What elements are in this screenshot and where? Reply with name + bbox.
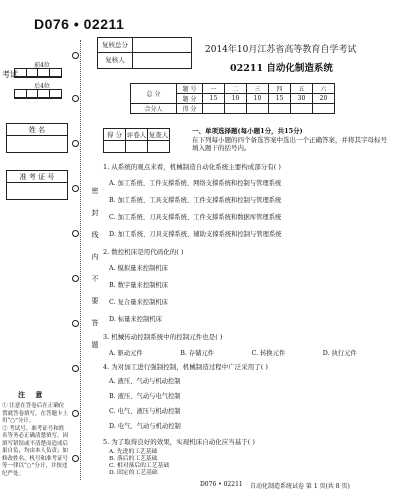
option[interactable]: D. 标量来控制机床 [109, 316, 162, 323]
option[interactable]: B. 数字量来控制机床 [109, 282, 169, 289]
binding-char: 密 [91, 187, 99, 195]
col-header: 三 [247, 84, 269, 94]
option[interactable]: B. 加工系统、工具支撑系统、工件支撑系统和控制与管理系统 [109, 197, 282, 204]
prefix-label-front: 前4位 [34, 62, 50, 69]
option-row [109, 348, 394, 357]
binding-hole [72, 455, 79, 462]
grader-cell: 复查人 [148, 129, 170, 141]
name-label: 姓 名 [7, 124, 67, 136]
points-cell: 10 [247, 94, 269, 104]
binding-char: 要 [91, 297, 99, 305]
option[interactable]: B. 落后的工艺基础 [109, 456, 158, 462]
option[interactable]: A. 先进的工艺基础 [109, 449, 158, 455]
option[interactable]: B. 存储元件 [180, 350, 215, 357]
option[interactable]: A. 加工系统、工件支撑系统、网络支撑系统和控制与管理系统 [109, 180, 282, 187]
binding-char: 封 [91, 209, 99, 217]
points-cell: 15 [203, 94, 225, 104]
row-label: 得 分 [177, 104, 203, 114]
col-header: 二 [225, 84, 247, 94]
points-cell: 15 [269, 94, 291, 104]
option[interactable]: C. 复合量来控制机床 [109, 299, 168, 306]
question-stem: 3. 机械传动控制系统中的控制元件也是( ) [103, 333, 223, 341]
grader-cell: 评卷人 [126, 129, 148, 141]
binding-hole [72, 365, 79, 372]
binding-hole [72, 95, 79, 102]
col-header: 五 [291, 84, 313, 94]
binding-char: 题 [91, 341, 99, 349]
reviewer-label: 复核人 [98, 53, 133, 68]
binding-hole [72, 320, 79, 327]
binding-char: 不 [91, 275, 99, 283]
ticket-back-grid[interactable] [14, 89, 62, 99]
name-box[interactable] [6, 123, 68, 153]
kao-label: 考试 [2, 70, 18, 79]
col-header: 一 [203, 84, 225, 94]
row-label: 题 号 [177, 84, 203, 94]
option[interactable]: C. 加工系统、刀具支撑系统、工件支撑系统和数据库管理系统 [109, 214, 282, 221]
binding-hole [72, 230, 79, 237]
grader-cell: 得 分 [104, 129, 126, 141]
note-item: ② 考试号、准考证号和姓名等务必正确清楚填写。因填写错误或不清楚而造成后果自负，均由本人负责；如修改姓名、机号和准考证号等一律以“○”分计，并按违纪严处。 [2, 425, 69, 477]
binding-hole [72, 185, 79, 192]
note-item: ① 注意在答卷后在正确位置就答卷填写，在答题卡上用“○”分计。 [2, 403, 69, 424]
binding-hole [72, 52, 79, 59]
course-title: 02211 自动化制造系统 [230, 63, 333, 74]
option[interactable]: D. 固定的工艺基础 [109, 470, 158, 476]
section-instruction: 在下列每小题的四个备选答案中选出一个正确答案，并将其字母标号填入题干的括号内。 [192, 135, 387, 152]
row-label: 题 分 [177, 94, 203, 104]
option[interactable]: C. 电气、液压与机动控制 [109, 408, 181, 415]
binding-char: 答 [91, 319, 99, 327]
exam-title: 2014年10月江苏省高等教育自学考试 [205, 45, 357, 55]
binding-char: 内 [91, 253, 99, 261]
option[interactable]: B. 液压、气动与电气控制 [109, 393, 181, 400]
col-header: 六 [313, 84, 335, 94]
option[interactable]: D. 执行元件 [322, 350, 357, 357]
notes-title: 注 意 [18, 390, 47, 399]
col-header: 四 [269, 84, 291, 94]
option[interactable]: D. 电气、气动与机动控制 [109, 423, 181, 430]
points-cell: 10 [225, 94, 247, 104]
review-box [97, 37, 192, 69]
points-cell: 30 [291, 94, 313, 104]
binding-hole [72, 275, 79, 282]
ticket-front-grid[interactable] [14, 68, 62, 78]
binding-line [80, 40, 81, 480]
footer-page: 自动化制造系统试卷 第 1 页(共 8 页) [250, 483, 350, 490]
ticket-number-label: 准 考 证 号 [7, 171, 67, 183]
points-cell: 20 [313, 94, 335, 104]
option[interactable]: A. 液压、气动与机动控制 [109, 378, 181, 385]
review-total-label: 复核总分 [98, 38, 133, 52]
question-stem: 1. 从系统的观点来看，机械制造自动化系统主要构成部分有( ) [103, 163, 281, 171]
binding-char: 线 [91, 231, 99, 239]
option[interactable]: C. 转换元件 [251, 350, 286, 357]
prefix-label-back: 后4位 [34, 83, 50, 90]
option[interactable]: D. 加工系统、刀具支撑系统、辅助支撑系统和控制与管理系统 [109, 231, 282, 238]
notes-text [2, 403, 68, 478]
total-label: 总 分 [131, 84, 177, 104]
ticket-number-box[interactable] [6, 170, 68, 200]
option[interactable]: A. 驱动元件 [109, 350, 143, 357]
section-heading [192, 127, 392, 153]
footer-code: D076 • 02211 [200, 481, 243, 488]
option[interactable]: A. 模拟量来控制机床 [109, 265, 168, 272]
grader-table [103, 128, 170, 153]
paper-code: D076 • 02211 [34, 16, 125, 32]
option[interactable]: C. 相对落后的工艺基础 [109, 463, 170, 469]
score-table [130, 83, 335, 114]
binding-hole [72, 410, 79, 417]
question-stem: 2. 数控机床是用代码化的( ) [103, 248, 184, 256]
question-stem: 5. 为了取得良好的效果，实现机床自动化应当基于( ) [103, 438, 255, 446]
section-title: 一、单项选择题(每小题1分，共15分) [192, 127, 303, 135]
question-stem: 4. 为对加工进行强制控制，机械制造过程中广泛采用了( ) [103, 363, 268, 371]
binding-hole [72, 140, 79, 147]
row-label: 合分人 [131, 104, 177, 114]
